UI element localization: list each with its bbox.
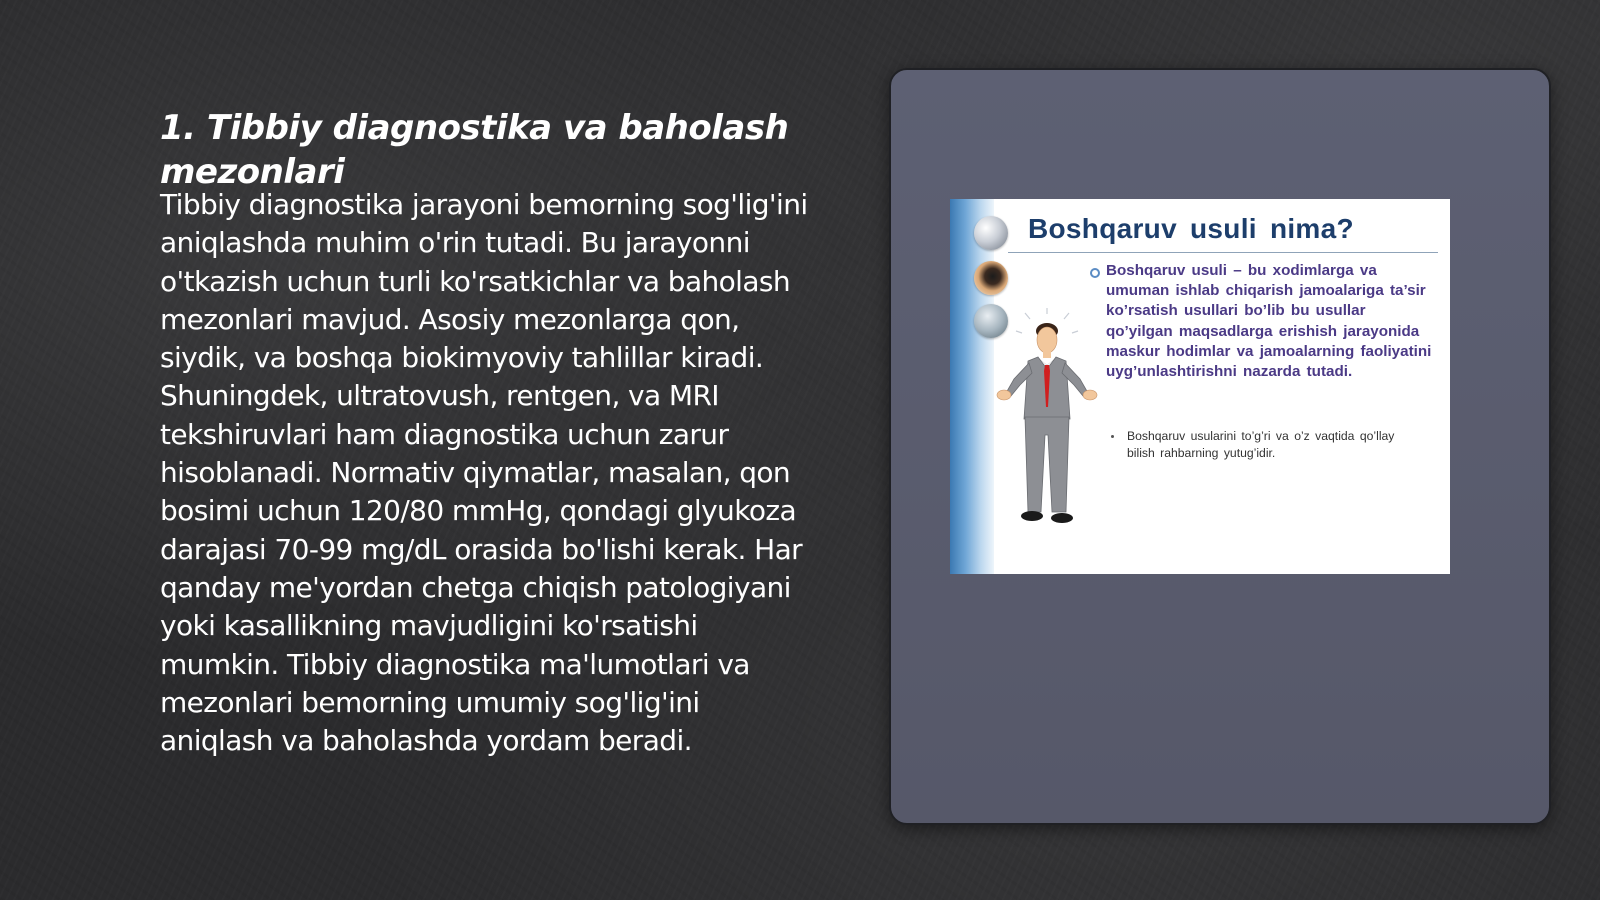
embedded-slide-divider bbox=[1008, 252, 1438, 253]
slide-title: 1. Tibbiy diagnostika va baholash mezonlari bbox=[160, 108, 789, 192]
embedded-slide-image bbox=[950, 199, 1450, 574]
decorative-bubble-icon bbox=[974, 216, 1008, 250]
slide-body-text: Tibbiy diagnostika jarayoni bemorning sog'lig'ini aniqlashda muhim o'rin tutadi. Bu jarayonni o'tkazish uchun turli ko'rsatkichlar va baholash mezonlari mavjud. Asosiy mezonlarga qon, siydik, va boshqa biokimyoviy tahlillar kiradi. Shuningdek, ultratovush, rentgen, va MRI tekshiruvlari ham diagnostika uchun zarur hisoblanadi. Normativ qiymatlar, masalan, qon bosimi uchun 120/80 mmHg, qondagi glyukoza darajasi 70-99 mg/dL orasida bo'lishi kerak. Har qanday me'yordan chetga chiqish patologiyani yoki kasallikning mavjudligini ko'rsatishi mumkin. Tibbiy diagnostika ma'lumotlari va mezonlari bemorning umumiy sog'lig'ini aniqlash va baholashda yordam beradi. bbox=[160, 188, 808, 758]
bullet-dot-icon bbox=[1111, 435, 1114, 438]
embedded-slide-main-point: Boshqaruv usuli – bu xodimlarga va umuman ishlab chiqarish jamoalariga ta’sir ko’rsatish usullari bo’lib bu usullar qo’yilgan maqsadlarga erishish jarayonida maskur hodimlar va jamoalarning faoliyatini uyg’unlashtirishni nazarda tutadi. bbox=[1106, 262, 1432, 381]
embedded-slide-sub-point: Boshqaruv usularini to’g’ri va o’z vaqtida qo’llay bilish rahbarning yutug’idir. bbox=[1127, 429, 1395, 460]
decorative-bubble-icon bbox=[974, 261, 1008, 295]
embedded-slide-title: Boshqaruv usuli nima? bbox=[1028, 213, 1354, 244]
embedded-slide-stripe bbox=[950, 199, 994, 574]
businessman-shrugging-figure-icon bbox=[992, 307, 1102, 547]
bullet-circle-icon bbox=[1090, 268, 1100, 278]
